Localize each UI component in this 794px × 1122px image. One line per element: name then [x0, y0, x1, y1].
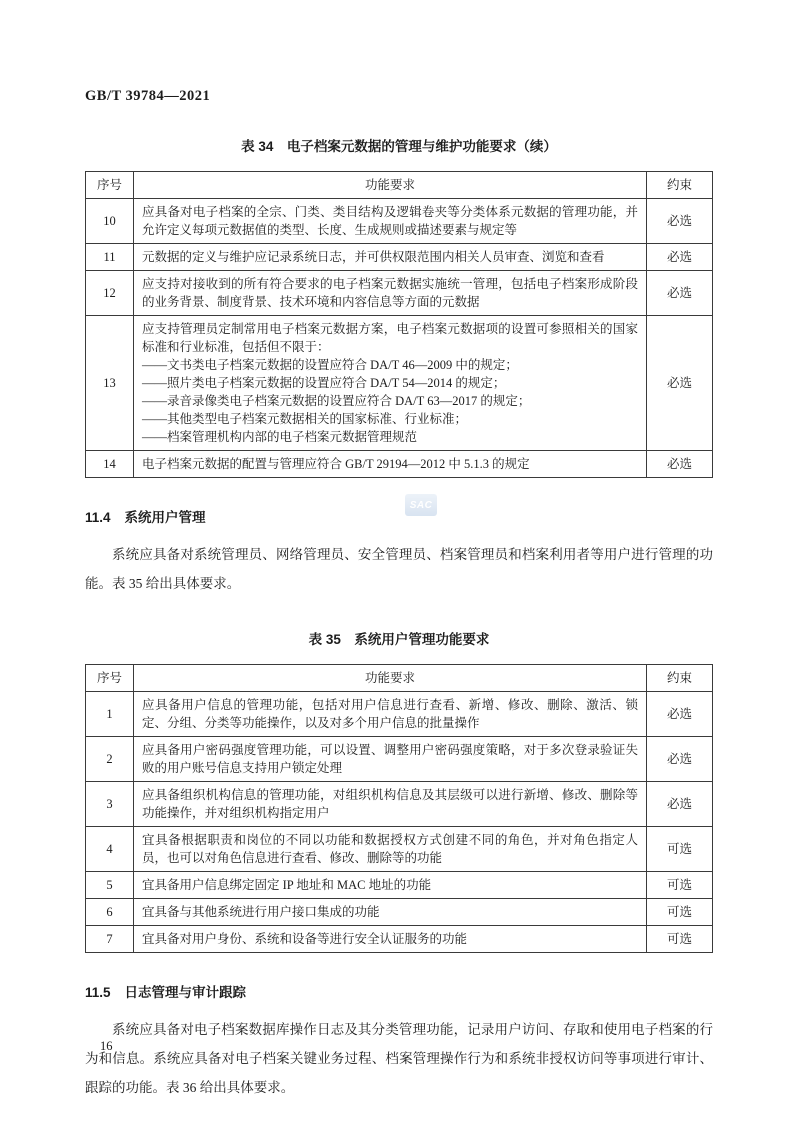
- requirement-line: ——录音录像类电子档案元数据的设置应符合 DA/T 63—2017 的规定；: [142, 394, 531, 408]
- requirement-line: 应具备对电子档案的全宗、门类、类目结构及逻辑卷夹等分类体系元数据的管理功能，并允许定义每项元数据值的类型、长度、生成规则或描述要素与规定等: [142, 205, 638, 237]
- cell-constraint: 必选: [647, 451, 713, 478]
- cell-constraint: 必选: [647, 271, 713, 316]
- requirement-line: 电子档案元数据的配置与管理应符合 GB/T 29194—2012 中 5.1.3 的规定: [142, 457, 530, 471]
- table-row: [86, 827, 713, 872]
- cell-seq-number: 3: [86, 782, 134, 827]
- cell-seq-number: 4: [86, 827, 134, 872]
- table35-title: 表 35 系统用户管理功能要求: [308, 632, 490, 647]
- section-heading-11-4: [85, 506, 713, 526]
- table-header-row: [86, 172, 713, 199]
- page-content: [85, 88, 713, 1108]
- table-row: [86, 316, 713, 451]
- table-row: [86, 872, 713, 899]
- requirement-line: ——其他类型电子档案元数据相关的国家标准、行业标准；: [142, 412, 468, 426]
- section-11-5-paragraph: 系统应具备对电子档案数据库操作日志及其分类管理功能，记录用户访问、存取和使用电子档案的行为和信息。系统应具备对电子档案关键业务过程、档案管理操作行为和系统非授权访问等事项进行审计、跟踪的功能。表 36 给出具体要求。: [85, 1022, 713, 1095]
- cell-seq-number: 11: [86, 244, 134, 271]
- cell-seq-number: 2: [86, 737, 134, 782]
- requirement-line: ——文书类电子档案元数据的设置应符合 DA/T 46—2009 中的规定；: [142, 358, 518, 372]
- cell-requirement: [134, 692, 647, 737]
- table-row: [86, 199, 713, 244]
- cell-constraint: 必选: [647, 316, 713, 451]
- requirement-line: 宜具备用户信息绑定固定 IP 地址和 MAC 地址的功能: [142, 878, 432, 892]
- table-row: [86, 451, 713, 478]
- table-row: [86, 926, 713, 953]
- requirement-line: 宜具备与其他系统进行用户接口集成的功能: [142, 905, 380, 919]
- cell-requirement: [134, 451, 647, 478]
- requirement-line: 宜具备根据职责和岗位的不同以功能和数据授权方式创建不同的角色，并对角色指定人员，也可以对角色信息进行查看、修改、删除等的功能: [142, 833, 638, 865]
- cell-requirement: [134, 316, 647, 451]
- section-number: 11.4: [85, 510, 111, 525]
- cell-seq-number: 12: [86, 271, 134, 316]
- cell-seq-number: 6: [86, 899, 134, 926]
- requirement-line: 应具备组织机构信息的管理功能，对组织机构信息及其层级可以进行新增、修改、删除等功能操作，并对组织机构指定用户: [142, 788, 638, 820]
- requirement-line: 元数据的定义与维护应记录系统日志，并可供权限范围内相关人员审查、浏览和查看: [142, 250, 605, 264]
- table34-requirements-table: [85, 171, 713, 478]
- section-number: 11.5: [85, 985, 111, 1000]
- cell-requirement: [134, 899, 647, 926]
- requirement-line: 应支持管理员定制常用电子档案元数据方案，电子档案元数据项的设置可参照相关的国家标准和行业标准，包括但不限于：: [142, 322, 638, 354]
- table-row: [86, 692, 713, 737]
- cell-requirement: [134, 271, 647, 316]
- cell-requirement: [134, 199, 647, 244]
- column-header: 功能要求: [134, 172, 647, 199]
- column-header: 约束: [647, 665, 713, 692]
- cell-constraint: 可选: [647, 899, 713, 926]
- cell-requirement: [134, 872, 647, 899]
- section-title: 系统用户管理: [124, 510, 206, 525]
- cell-requirement: [134, 244, 647, 271]
- table35-requirements-table: [85, 664, 713, 953]
- cell-constraint: 必选: [647, 737, 713, 782]
- table-row: [86, 782, 713, 827]
- requirement-line: 宜具备对用户身份、系统和设备等进行安全认证服务的功能: [142, 932, 468, 946]
- section-heading-11-5: [85, 981, 713, 1001]
- cell-requirement: [134, 782, 647, 827]
- requirement-line: 应具备用户信息的管理功能，包括对用户信息进行查看、新增、修改、删除、激活、锁定、分组、分类等功能操作，以及对多个用户信息的批量操作: [142, 698, 638, 730]
- cell-constraint: 必选: [647, 692, 713, 737]
- requirement-line: ——档案管理机构内部的电子档案元数据管理规范: [142, 430, 418, 444]
- table-row: [86, 244, 713, 271]
- column-header: 约束: [647, 172, 713, 199]
- cell-constraint: 可选: [647, 872, 713, 899]
- cell-seq-number: 1: [86, 692, 134, 737]
- section-11-4-paragraph: 系统应具备对系统管理员、网络管理员、安全管理员、档案管理员和档案利用者等用户进行管理的功能。表 35 给出具体要求。: [85, 547, 713, 591]
- section-title: 日志管理与审计跟踪: [124, 985, 247, 1000]
- cell-seq-number: 7: [86, 926, 134, 953]
- cell-constraint: 可选: [647, 827, 713, 872]
- cell-requirement: [134, 926, 647, 953]
- column-header: 功能要求: [134, 665, 647, 692]
- cell-constraint: 必选: [647, 199, 713, 244]
- cell-constraint: 必选: [647, 244, 713, 271]
- cell-requirement: [134, 827, 647, 872]
- cell-seq-number: 14: [86, 451, 134, 478]
- table34-title: 表 34 电子档案元数据的管理与维护功能要求（续）: [241, 139, 557, 154]
- requirement-line: 应支持对接收到的所有符合要求的电子档案元数据实施统一管理，包括电子档案形成阶段的业务背景、制度背景、技术环境和内容信息等方面的元数据: [142, 277, 638, 309]
- cell-seq-number: 10: [86, 199, 134, 244]
- table-row: [86, 899, 713, 926]
- page-number: 16: [100, 1039, 113, 1053]
- requirement-line: 应具备用户密码强度管理功能，可以设置、调整用户密码强度策略，对于多次登录验证失败的用户账号信息支持用户锁定处理: [142, 743, 638, 775]
- cell-constraint: 必选: [647, 782, 713, 827]
- table-header-row: [86, 665, 713, 692]
- requirement-line: ——照片类电子档案元数据的设置应符合 DA/T 54—2014 的规定；: [142, 376, 506, 390]
- cell-requirement: [134, 737, 647, 782]
- cell-seq-number: 5: [86, 872, 134, 899]
- sac-watermark-logo: SAC: [405, 494, 437, 516]
- column-header: 序号: [86, 665, 134, 692]
- cell-constraint: 可选: [647, 926, 713, 953]
- table-row: [86, 271, 713, 316]
- column-header: 序号: [86, 172, 134, 199]
- standard-number-header: GB/T 39784—2021: [85, 88, 211, 104]
- table-row: [86, 737, 713, 782]
- cell-seq-number: 13: [86, 316, 134, 451]
